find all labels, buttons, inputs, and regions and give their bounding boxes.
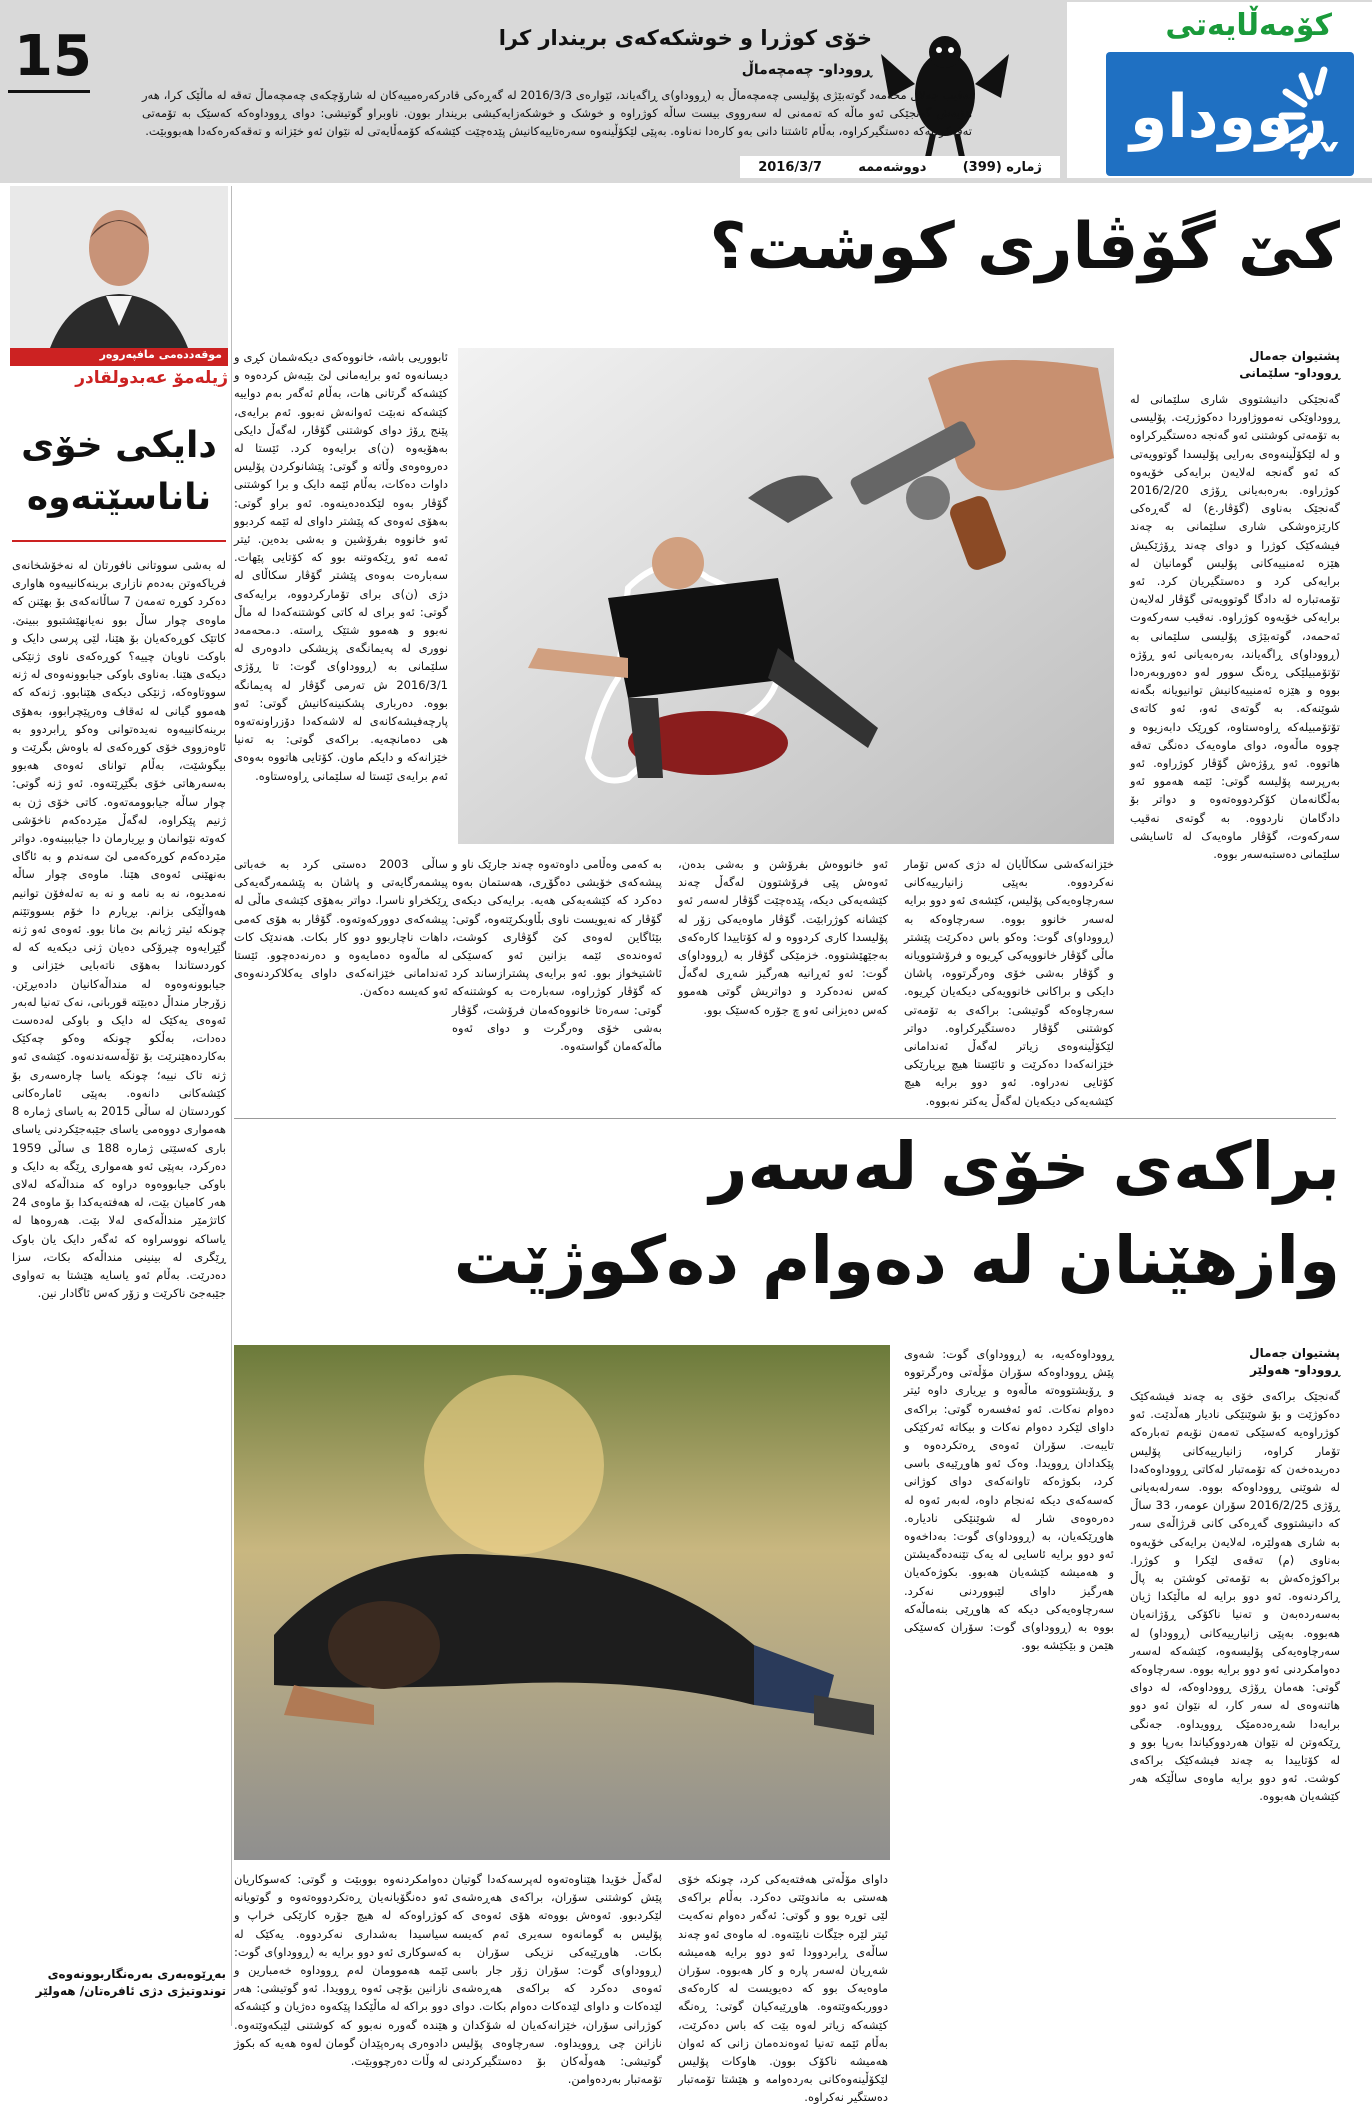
issue-number: ژمارە (399): [962, 159, 1042, 175]
story2-byline: [1130, 1345, 1340, 1379]
columnist-photo: [10, 186, 228, 348]
columnist-footer: بەڕێوەبەری بەرەنگاربوونەوەی توندوتیژی دژی ئافرەتان/ هەولێر: [35, 1967, 226, 1998]
story1-author: پشتیوان جەمال: [1249, 349, 1340, 363]
story2-column-3: داوای مۆڵەتی هەفتەیەکی کرد، چونکە خۆی هەستی بە ماندوێتی دەکرد. بەڵام براکەی لێی توڕە بوو و گوتی: ئەگەر دەوام نەکەیت ئیتر لێرە جێگات نابێتەوە. لە ماوەی ئەو چەند ساڵەی ڕابردوودا ئەو دوو برایە هەمیشە شەڕیان لەسەر پارە و کار هەبووە. سۆران ماوەیەک بوو کە دەیویست لە کارەکەی دووربکەوێتەوە. هاوڕێیەکیان گوتی: ڕەنگە کێشەکە زیاتر لەوە بێت کە باس دەکرێت، بەڵام ئێمە تەنیا ئەوەندەمان زانی کە ئەوان هەمیشە ناکۆک بوون. هاوکات پۆلیس لێکۆڵینەوەکانی بەردەوامە و هێشتا تۆمەتبار دەستگیر نەکراوە.: [678, 1872, 888, 2105]
story2-column-5: دەوامکردنەوە بووبێت و گوتی: کەسوکاریان ئەو دەنگۆیانەیان ڕەتکردووەتەوە و گوتویانە کوژراوەکە لە هیچ جۆرە کارێکی خراپ و سیاسیدا بەشداری نەکردووە. یەکێک لە کەسوکاری ئەو دوو برایە بە (ڕووداو)ی گوت: ئێمە هەموومان لەم ڕووداوە خەمبارین و نازانین بۆچی ئەوە ڕوویدا. ئەو گوتیشی: هەر دوو براکە لە ماڵێکدا پێکەوە دەژیان و کێشەکە هێندە گەورە نەبوو کە کوشتنی لێبکەوێتەوە. دادوەری پەرەپێدان گومان لەوە هەیە کە بکوژ لە وڵات دەرچووبێت.: [234, 1872, 448, 2069]
column-label: [10, 348, 228, 366]
issue-info-bar: [740, 156, 1060, 178]
section-label: کۆمەڵایەتی: [1165, 8, 1332, 43]
crime-scene-photo: [458, 348, 1114, 844]
divider: [8, 90, 90, 93]
story1-column-3: ئەو خانووەش بفرۆشن و بەشی بدەن، ئەوەش پێی فرۆشتوون لەگەڵ چەند کێشەیەکی دیکە، پێدەچێت گۆڤار لەسەر ئەو کێشانە کوژرابێت. گۆڤار ماوەیەکی زۆر لە پۆلیسدا کاری کردووە و لە کۆتاییدا کارەکەی بەجێهێشتووە. خزمێکی گۆڤار بە (ڕووداو)ی گوت: ئەو ئەڕانیە هەرگیز شەڕی لەگەڵ کەس نەدەکرد و دواتریش گوتی هەموو کەس دەیزانی ئەو چ جۆرە کەسێک بوو.: [678, 857, 888, 1017]
column-divider: [231, 186, 232, 2026]
section-separator: [234, 1118, 1336, 1119]
column-title: دایکی خۆی ناناسێتەوە: [21, 425, 217, 518]
story1-column-5: ئابووریی باشە، خانووەکەی دیکەشمان کڕی و دیسانەوە ئەو برایەمانی لێ بێبەش کردەوە و کێشەکە گرتانی هات، بەڵام ئەگەر بەم دواییە کێشەکە نەبێت ئەوانەش نەبوو. ئەم برایەی، پێنج ڕۆژ دوای کوشتنی گۆڤار، لەگەڵ دایکی بەهۆیەوە (ن)ی برایەوە کرد. ئێستا لە دەروەوەی وڵاتە و گوتی: پێشانوکردن پۆلیس داوات دەکات، بەڵام ئێمە دایک و برا کوشتنی گۆڤار بەوە لێکدەدەینەوە. ئەو براو گوتی: بەهۆی ئەوەی کە پێشتر داوای لە ئێمە کردبوو ئەو خانووە بفرۆشین و بەشی بدەین. ئیتر ئەمە ئەو ڕێکەوتنە بوو کە کۆتایی پێهات. سەبارەت بەوەی پێشتر گۆڤار سکاڵای لە دژی (ن)ی برای تۆمارکردووە، برایەکەی گوتی: ئەو برای لە کاتی کوشتنەکەدا لە ماڵ نەبوو و هەموو شتێک ڕاستە. د.محەمەد نووری لە پەیمانگەی پزیشکی دادوەری لە سلێمانی بە (ڕووداو)ی گوت: تا ڕۆژی 2016/3/1 ش تەرمی گۆڤار لە پەیمانگە بووە. دەرباری پشکنینەکانیش گوتی: ئەو پارچەفیشەکانەی لە لاشەکەدا دۆزراونەتەوە هی دەمانچەیە. براکەی گوتی: بە تەنیا خێزانەکە و دایکم ماون. کۆتایی هاتووە بەوەی ئەم برایەی ئێستا لە سلێمانی ڕاوەستاوە.: [234, 350, 448, 783]
issue-date: 2016/3/7: [758, 159, 822, 175]
story1-column-6: ساڵی 2003 دەستی کرد بە خەباتی پیشمەرگایەتی و پاشان بە پێشمەرگەیەکی ڕێکخراو ناسرا. دواتر بەهۆی کێشەی ماڵی لە پیشەکەی دوورکەوتەوە. گۆڤار بە هۆی کەمی داهات ناچاربوو دوو کار بکات. هەندێک کات لە ماڵەوە دەمایەوە و دەرنەدەچوو. ئێستا ئەندامانی خێزانەکەی داوای یەکلاکردنەوەی ئەو کەیسە دەکەن.: [234, 857, 448, 999]
column-body: لە بەشی سووتانی نافورتان لە نەخۆشخانەی فریاکەوتن بەدەم نازاری برینەکانییەوە هاواری دەکرد کوڕە تەمەن 7 ساڵانەکەی بۆ بهێنن کە ماوەی چوار ساڵ بوو نەیانهێشتبوو ببینێ. کاتێک کوڕەکەیان بۆ هێنا، لێی پرسی دایک و باوکت ناویان چییە؟ کوڕەکەی ناوی ژنێکی دیکەی هێنا. بەناوی باوکی جیابوونەوەی لە ژنە سووتاوەکە، ژنێکی دیکەی هێنابوو. ژنەکە کە هەموو گیانی لە ئەقاف وەرپێچرابوو، بەهۆی برینەکانییەوە نەیدەتوانی وەکو ڕابردوو بە ئاوەزووی خۆی کوڕەکەی لە باوەش بگرێت و بیگوشێت، بەڵام توانای ئەوەی هەبوو بەسەرهاتی خۆی بگێڕێتەوە. ئەو ژنە گوتی: چوار ساڵە جیابوومەتەوە. کاتی خۆی ژن بە ژنیم پێکراوە، لەگەڵ مێردەکەم ناخۆشی کەوتە نێوانمان و بڕیارمان دا جیاببینەوە. دواتر مێردەکەم کوڕەکەمی لێ سەندم و بە ئاگای بەنهێنی ئەوەی هێنا. ماوەی چوار ساڵە نەمدیوە، نە بە نامە و نە بە تەلەفۆن توانیم هەواڵێکی بزانم. بڕیارم دا خۆم بسووتێنم چونکە ئیتر ژیانم بێ مانا بوو. ئەوەی ئەو ژنە گێڕایەوە چیرۆکی دەیان ژنی دیکەیە کە لە کوردستاندا بەهۆی ناتەبایی خێزانی و جیابوونەوەوە لە منداڵەکانیان دادەبڕێن. زۆرجار منداڵ دەبێتە قوربانی، نەک تەنیا لەبەر ئەوەی یەکێک لە دایک و باوکی لەدەست دەدات، بەڵکو چونکە وەکو چەکێک بەکاردەهێنرێت بۆ تۆڵەسەندنەوە. کێشەی ئەو ژنە تاک نییە؛ چونکە یاسا چارەسەری بۆ کێشەکانی دانەوە. بەپێی ئامارەکانی کوردستان لە ساڵی 2015 بە یاسای ژمارە 8 هەمواری دووەمی یاسای جێبەجێکردنی یاسای باری کەسێتی ژمارە 188 ی ساڵی 1959 دەرکرد، بەپێی ئەو هەمواری ڕێگە بە دایک و باوکی جیابووەوە دراوە کە منداڵەکە لەلای هەر کامیان بێت، لە هەفتەیەکدا بۆ ماوەی 24 کاتژمێر منداڵەکەی لەلا بێت. هەروەها لە یاساکە نووسراوە کە ئەگەر دایک یان باوک ڕێگری لە بینینی منداڵەکە بکات، سزا دەدرێت. بەڵام ئەو یاسایە هێشتا بە تەواوی جێبەجێ ناکرێت و زۆر کەس ئاگادار نین.: [12, 558, 227, 1301]
story2-headline-line2: وازهێنان لە دەوام دەکوژێت: [453, 1222, 1340, 1299]
victim-photo: [234, 1345, 890, 1860]
columnist-name: ژیلەمۆ عەبدولقادر: [75, 368, 228, 388]
story2-author: پشتیوان جەمال: [1249, 1346, 1340, 1360]
column-label-text: موقەددەمی مافپەروەر: [99, 348, 222, 361]
divider: [12, 540, 226, 542]
story1-location: ڕووداو- سلێمانی: [1239, 366, 1340, 380]
story1-column-2: خێزانەکەشی سکاڵایان لە دژی کەس تۆمار نەکردووە. بەپێی زانیارییەکانی سەرچاوەیەکی پۆلیس، کێشەی ئەو دوو برایە لەسەر خانوو بووە. سەرچاوەکە بە (ڕووداو)ی گوت: وەکو باس دەکرێت پێشتر ماڵی گۆڤار خانوویەکی کڕیوە و فرۆشتوویانە و گۆڤار بەشی خۆی وەرگرتووە، پاشان دایکی و براکانی خانوویەکی دیکەیان کڕیوە. سەرچاوەکە گوتیشی: براکەی بە تۆمەتی کوشتنی گۆڤار دەستگیرکراوە. دواتر لێکۆڵینەوەی زیاتر لەگەڵ ئەندامانی خێزانەکەدا دەکرێت و تائێستا هیچ بڕیارێکی کۆتایی نەدراوە. ئەو دوو برایە هیچ کێشەیەکی دیکەیان لەگەڵ یەکتر نەبووە.: [904, 857, 1114, 1108]
brief-news-body: نەقیب جەلال محەمەد گوتەبێژی پۆلیسی چەمچەماڵ بە (ڕووداو)ی ڕاگەیاند، ئێوارەی 2016/3/3 لە گەڕەکی قادرکەرەمییەکان لە شارۆچکەی چەمچەماڵ تەقە لە ماڵێک کرا، هەر هۆیەش گەنجێکی ئەو ماڵە کە تەمەنی لە سەرووی بیست ساڵە کوژراوە و خوشک و خوشکەزایەکیشی بریندار بوون. ناوبراو گوتیشی: دوای ڕووداوەکە کەسێک بە تۆمەتی تەقەکردنەکە دەستگیرکراوە، بەڵام ئاشتنا دانی بەو کارەدا نەناوە. بەپێی لێکۆڵینەوە سەرەتاییەکانیش پێدەچێت کێشەکە کۆمەڵایەتی لە نێوان ئەو خێزانە و تەقەکەرەکەدا هەبووبێت.: [142, 88, 972, 138]
page-number: 15: [14, 24, 92, 89]
story2-headline-line1: براکەی خۆی لەسەر: [709, 1128, 1340, 1205]
story2-column-2: ڕووداوەکەیە، بە (ڕووداو)ی گوت: شەوی پێش ڕووداوەکە سۆران مۆڵەتی وەرگرتووە و ڕۆیشتووەتە ماڵەوە و بڕیاری داوە ئیتر دەوام نەکات. ئەو ئەفسەرە گوتی: براکەی داوای لێکرد دەوام نەکات و بیکاتە ئەرکێکی تایبەت. سۆران ئەوەی ڕەتکردەوە و پێکدادان ڕوویدا. وەک ئەو هاوڕێیەی باسی کرد، بکوژەکە تاوانەکەی دوای کوژانی کەسەکەی دیکە ئەنجام داوە، لەبەر ئەوە لە دەرەوەی شار لە شوێنێکی نادیارە. هاوڕێکەیان، بە (ڕووداو)ی گوت: بەداخەوە ئەو دوو برایە ئاسایی لە یەک تێنەدەگەیشتن و هەمیشە کێشەیان هەبوو. بکوژەکەیان هەرگیز داوای لێبووردنی نەکرد. سەرچاوەیەکی دیکە کە هاوڕێی بنەماڵەکە بووە بە (ڕووداو)ی گوت: سۆران کەسێکی هێمن و بێکێشە بوو.: [904, 1347, 1114, 1653]
story1-headline: کێ گۆڤاری کوشت؟: [709, 210, 1340, 284]
story1-column-4: بە کەمی وەڵامی داوەتەوە چەند جارێک ناو و پیشەکەی خۆیشی دەگۆڕی، هەستمان بەوە دەکرد کە کێشەیەکی هەیە. برایەکی دیکەی گۆڤار کە نەیویست ناوی بڵاوبکرێتەوە، گوتی: بێئاگاین لەوەی کێ گۆڤاری کوشت، ئەوەندەی ئێمە بزانین ئەو کەسێکی ئاشتیخواز بوو. ئەو برایەی پشترازساند کرد کە گۆڤار کوژراوە، سەبارەت بە کوشتنەکە گوتی: سەرەتا خانووەکەمان فرۆشت، گۆڤار بەشی خۆی وەرگرت و دوای ئەوە ماڵەکەمان گواستەوە.: [452, 857, 662, 1054]
story2-column-4: لەگەڵ خۆیدا هێناوەتەوە لەپرسەکەدا گوتیان پێش کوشتنی سۆران، براکەی هەڕەشەی لێکردبوو. ئەوەش بووەتە هۆی ئەوەی کە پۆلیس بە گومانەوە سەیری ئەم کەیسە بکات. هاوڕێیەکی نزیکی سۆران بە (ڕووداو)ی گوت: سۆران زۆر جار باسی ئەوەی دەکرد کە براکەی هەڕەشەی لێدەکات و داوای لێدەکات دەوام بکات. دوای کوژرانی سۆران، خێزانەکەیان لە شۆکدان و نازانن چی ڕوویداوە. سەرچاوەی پۆلیس گوتیشی: هەوڵەکان بۆ دەستگیرکردنی تۆمەتبار بەردەوامن.: [452, 1872, 662, 2087]
brief-news-byline: ڕووداو- چەمچەماڵ: [741, 62, 872, 78]
story1-byline: [1130, 348, 1340, 382]
brief-news-title: خۆی کوژرا و خوشکەکەی بریندار کرا: [498, 26, 872, 50]
issue-day: دووشەممە: [858, 159, 927, 175]
story2-column-1: گەنجێک براکەی خۆی بە چەند فیشەکێک دەکوژێت و بۆ شوێنێکی نادیار هەڵدێت. ئەو کوژراوەیە کەسێکی تەمەن نۆیەم تەبارەکە تۆمار کراوە، زانیارییەکانی پۆلیس دەریدەخەن کە تۆمەتبار لەکاتی ڕووداوەکەدا لە شوێنی ڕووداوەکە بووە. سەرلەبەیانی ڕۆژی 2016/2/25 سۆران عومەر، 33 ساڵ کە دانیشتووی گەڕەکی کانی قرژاڵەی سەر بە شاری هەولێرە، لەلایەن برایەکی خۆیەوە بەناوی (م) تەقەی لێکرا و کوژرا. براکوژەکەش بە تۆمەتی کوشتن بە پاڵ ڕاکردنەوە. ئەو دوو برایە لە ماڵێکدا ژیان بەسەردەبەن و تەنیا ناکۆکی ڕۆژانەیان هەبووە. بەپێی زانیارییەکانی (ڕووداو) لە سەرچاوەیەکی پۆلیسەوە، کێشەکە لەسەر دەوامکردنی ئەو دوو برایە بووە. سەرچاوەکە گوتی: هەمان ڕۆژی ڕووداوەکە، لە دوای هاتنەوەی لە سەر کار، لە نێوان ئەو دوو برایەدا شەڕەدەمێک ڕوویداوە. جەنگی ڕێکەوتن لە نێوان هەردووکیاندا بەرپا بوو و لە کۆتاییدا بە چەند فیشەکێک براکەی کوشت. ئەو دوو برایە ماوەی ساڵێکە هەر کێشەیان هەبووە.: [1130, 1389, 1340, 1804]
story2-location: ڕووداو- هەولێر: [1250, 1363, 1340, 1377]
logo-wordmark: ڕووداو: [1129, 82, 1335, 152]
story1-column-1: گەنجێکی دانیشتووی شاری سلێمانی لە ڕووداوێکی نەمووژاوردا دەکوژرێت. پۆلیسی بە تۆمەتی کوشتنی ئەو گەنجە دەستگیرکراوە و لە لێکۆڵینەوەی بەرایی پۆلیسدا گوتوویەتی کە ئەو گەنجە لەلایەن برایەکی خۆیەوە کوژراوە. بەرەبەیانی ڕۆژی 2016/2/20 گەنجێک بەناوی (گۆڤار.ع) لە گەڕەکی کارێزەوشکی شاری سلێمانی بە چەند فیشەکێک کوژرا و دوای چەند ڕۆژێکیش هێزە ئەمنییەکانی پۆلیس گومانیان لە برایەکی کرد و دەستگیریان کرد. ئەو تۆمەتبارە لە دادگا گوتوویەتی گۆڤار لەلایەن برایەکی خۆیەوە کوژراوە. نەقیب سەرکەوت ئەحمەد، گوتەبێژی پۆلیسی سلێمانی بە (ڕووداو)ی ڕاگەیاند، بەرەبەیانی ئەو ڕۆژە تۆتۆمبیلێکی ڕەنگ سوور لەو دەوروبەرەدا بووە و هێزە ئەمنییەکانیش توانیویانە بگەنە شوێنەکە. بە گوتەی ئەو، ئەو کاتەی تۆتۆمبیلەکە ڕاوەستاوە، کوڕێک دابەزیوە و چووە ماڵەوە، دوای ماوەیەک دەنگی تەقە هاتووە. ئەو ڕۆژەش گۆڤار کوژراوە. ئەو بەرپرسە پۆلیسە گوتی: ئێمە هەموو ئەو بەڵگانەمان کۆکردووەتەوە و دواتر بۆ دادگامان ناردووە. بە گوتەی نەقیب سەرکەوت، گۆڤار ماوەیەک لە ئاسایشی سلێمانی دەستبەسەر بووە.: [1130, 392, 1340, 862]
